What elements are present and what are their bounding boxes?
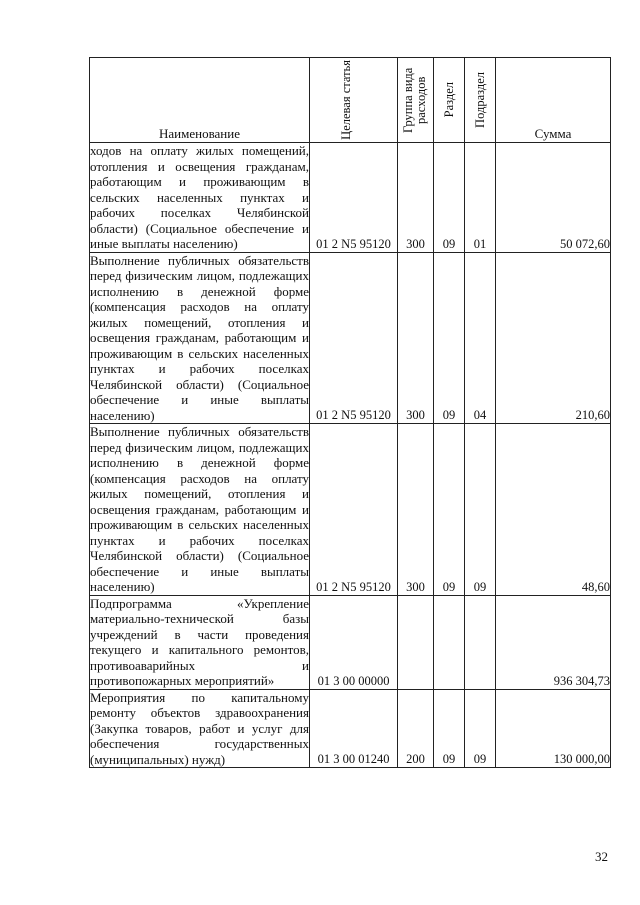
row-sum: 48,60 <box>496 424 611 596</box>
row-group: 200 <box>398 689 434 768</box>
row-name: ходов на оплату жилых помещений, отопления и освещения гражданам, работающим и проживающим в сельских населенных пунктах и рабочих поселках Челябинской области) (Социальное обеспечение и иные выплаты населению) <box>90 143 309 251</box>
row-section: 09 <box>434 689 465 768</box>
row-name: Выполнение публичных обязательств перед физическим лицом, подлежащих исполнению в денежной форме (компенсация расходов на оплату жилых помещений, отопления и освещения гражданам, работающим и проживающим в сельских населенных пунктах и рабочих поселках Челябинской области) (Социальное обеспечение и иные выплаты населению) <box>90 424 309 594</box>
row-subsection: 09 <box>465 689 496 768</box>
row-subsection: 04 <box>465 252 496 424</box>
table-row <box>90 424 611 596</box>
row-subsection <box>465 595 496 689</box>
row-section: 09 <box>434 143 465 253</box>
row-target: 01 2 N5 95120 <box>310 143 398 253</box>
row-section <box>434 595 465 689</box>
row-group: 300 <box>398 424 434 596</box>
row-section: 09 <box>434 252 465 424</box>
row-sum: 50 072,60 <box>496 143 611 253</box>
header-name: Наименование <box>90 58 310 143</box>
row-name: Мероприятия по капитальному ремонту объектов здравоохранения (Закупка товаров, работ и услуг для обеспечения государственных (муниципальных) нужд) <box>90 689 309 767</box>
header-target: Целевая статья <box>310 58 398 143</box>
row-name: Подпрограмма «Укрепление материально-технической базы учреждений в части проведения текущего и капитального ремонтов, противоаварийных и противопожарных мероприятий» <box>90 595 309 688</box>
table-row <box>90 143 611 253</box>
page-number: 32 <box>595 849 608 864</box>
row-group <box>398 595 434 689</box>
row-subsection: 01 <box>465 143 496 253</box>
row-group: 300 <box>398 143 434 253</box>
header-group: Группа вида расходов <box>398 58 434 143</box>
row-target: 01 3 00 01240 <box>310 689 398 768</box>
table-row <box>90 689 611 768</box>
row-target: 01 2 N5 95120 <box>310 424 398 596</box>
row-sum: 936 304,73 <box>496 595 611 689</box>
row-target: 01 2 N5 95120 <box>310 252 398 424</box>
table-row <box>90 252 611 424</box>
row-sum: 130 000,00 <box>496 689 611 768</box>
header-sum: Сумма <box>496 58 611 143</box>
row-subsection: 09 <box>465 424 496 596</box>
table-header-row <box>90 58 611 143</box>
row-name: Выполнение публичных обязательств перед физическим лицом, подлежащих исполнению в денежной форме (компенсация расходов на оплату жилых помещений, отопления и освещения гражданам, работающим и проживающим в сельских населенных пунктах и рабочих поселках Челябинской области) (Социальное обеспечение и иные выплаты населению) <box>90 252 309 423</box>
header-subsection: Подраздел <box>465 58 496 143</box>
header-section: Раздел <box>434 58 465 143</box>
row-sum: 210,60 <box>496 252 611 424</box>
row-group: 300 <box>398 252 434 424</box>
budget-table <box>89 57 611 768</box>
row-target: 01 3 00 00000 <box>310 595 398 689</box>
table-row <box>90 595 611 689</box>
row-section: 09 <box>434 424 465 596</box>
